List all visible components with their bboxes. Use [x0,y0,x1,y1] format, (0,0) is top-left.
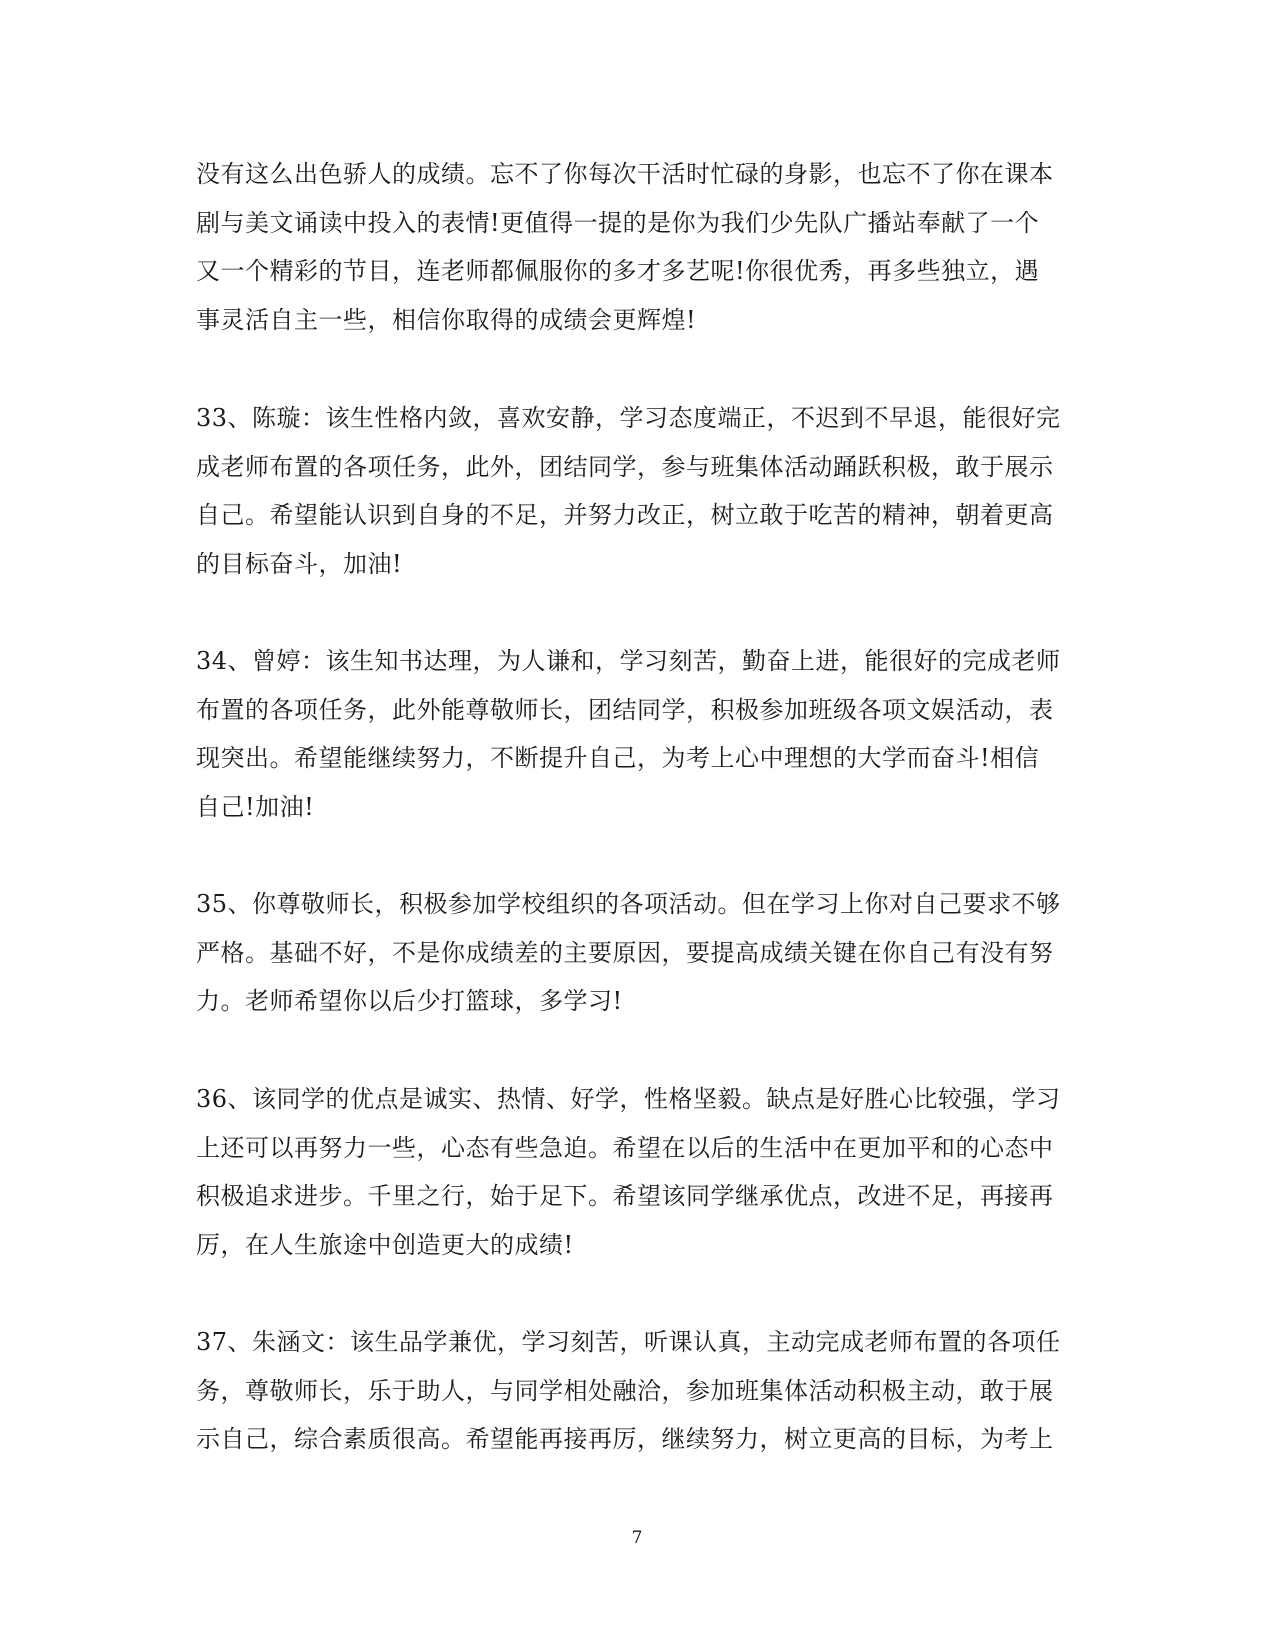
paragraph-comment-35 [196,880,1076,1026]
page-number: 7 [631,1528,643,1548]
text-line: 34、曾婷：该生知书达理，为人谦和，学习刻苦，勤奋上进，能很好的完成老师 [196,647,1061,675]
text-line: 上还可以再努力一些，心态有些急迫。希望在以后的生活中在更加平和的心态中 [196,1133,1054,1162]
text-line: 没有这么出色骄人的成绩。忘不了你每次干活时忙碌的身影，也忘不了你在课本 [196,160,1054,188]
text-line: 务，尊敬师长，乐于助人，与同学相处融洽，参加班集体活动积极主动，敢于展 [196,1376,1054,1405]
text-line: 自己!加油! [196,792,315,821]
text-line: 36、该同学的优点是诚实、热情、好学，性格坚毅。缺点是好胜心比较强，学习 [196,1085,1061,1113]
text-line: 又一个精彩的节目，连老师都佩服你的多才多艺呢!你很优秀，再多些独立，遇 [196,257,1040,285]
text-line: 事灵活自主一些，相信你取得的成绩会更辉煌! [196,305,697,334]
paragraph-continuation [196,150,1076,344]
paragraph-comment-33 [196,394,1076,588]
text-line: 的目标奋斗，加油! [196,549,403,578]
text-line: 35、你尊敬师长，积极参加学校组织的各项活动。但在学习上你对自己要求不够 [196,890,1061,918]
text-line: 成老师布置的各项任务，此外，团结同学，参与班集体活动踊跃积极，敢于展示 [196,452,1054,481]
text-line: 33、陈璇：该生性格内敛，喜欢安静，学习态度端正，不迟到不早退，能很好完 [196,404,1061,432]
text-line: 积极追求进步。千里之行，始于足下。希望该同学继承优点，改进不足，再接再 [196,1182,1054,1210]
text-line: 自己。希望能认识到自身的不足，并努力改正，树立敢于吃苦的精神，朝着更高 [196,501,1054,529]
text-line: 厉，在人生旅途中创造更大的成绩! [196,1230,574,1259]
paragraph-comment-34 [196,637,1076,831]
paragraph-comment-36 [196,1075,1076,1269]
text-line: 严格。基础不好，不是你成绩差的主要原因，要提高成绩关键在你自己有没有努 [196,938,1054,967]
text-line: 布置的各项任务，此外能尊敬师长，团结同学，积极参加班级各项文娱活动，表 [196,695,1054,724]
paragraph-comment-37 [196,1318,1076,1464]
text-line: 示自己，综合素质很高。希望能再接再厉，继续努力，树立更高的目标，为考上 [196,1425,1054,1453]
text-line: 37、朱涵文：该生品学兼优，学习刻苦，听课认真，主动完成老师布置的各项任 [196,1328,1061,1356]
text-line: 现突出。希望能继续努力，不断提升自己，为考上心中理想的大学而奋斗!相信 [196,744,1040,772]
text-line: 力。老师希望你以后少打篮球，多学习! [196,987,623,1015]
text-line: 剧与美文诵读中投入的表情!更值得一提的是你为我们少先队广播站奉献了一个 [196,208,1040,237]
